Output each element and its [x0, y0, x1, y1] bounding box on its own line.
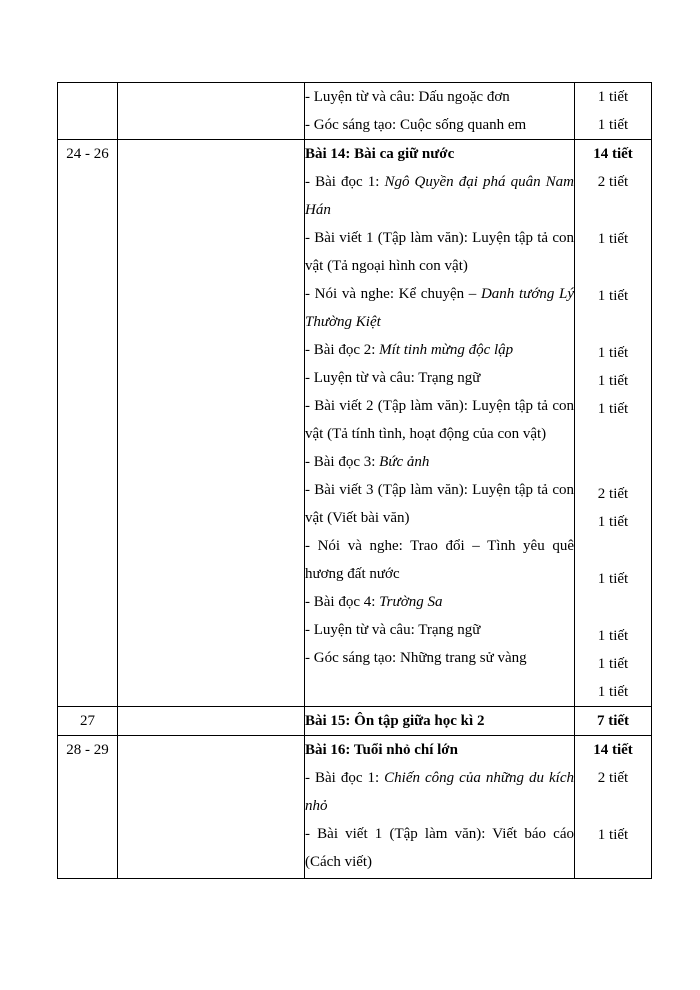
- hours-value: 1 tiết: [597, 827, 629, 843]
- list-item: - Bài viết 1 (Tập làm văn): Viết báo cáo (Cách viết): [305, 826, 574, 870]
- list-item: - Bài viết 3 (Tập làm văn): Luyện tập tả con vật (Viết bài văn): [305, 482, 574, 526]
- lesson-hours: 14 tiết: [593, 742, 633, 758]
- lesson-plan-table: [57, 82, 652, 879]
- week-cell: [58, 83, 118, 140]
- table-row: [58, 736, 652, 879]
- table-row: [58, 707, 652, 736]
- list-item: - Luyện từ và câu: Dấu ngoặc đơn: [305, 89, 510, 105]
- empty-cell: [118, 83, 305, 140]
- hours-value: 1 tiết: [597, 345, 629, 361]
- list-item: - Luyện từ và câu: Trạng ngữ: [305, 370, 481, 386]
- hours-value: 2 tiết: [597, 174, 629, 190]
- week-cell: 24 - 26: [58, 140, 118, 707]
- week-cell: 27: [58, 707, 118, 736]
- hours-value: 1 tiết: [597, 571, 629, 587]
- lesson-hours: 7 tiết: [596, 713, 630, 729]
- hours-cell: [575, 707, 652, 736]
- lesson-title: Bài 16: Tuổi nhỏ chí lớn: [305, 742, 458, 758]
- hours-value: 1 tiết: [597, 514, 629, 530]
- list-item: - Bài đọc 1: Ngô Quyền đại phá quân Nam Hán: [305, 174, 574, 218]
- hours-cell: [575, 140, 652, 707]
- list-item: - Bài viết 1 (Tập làm văn): Luyện tập tả con vật (Tả ngoại hình con vật): [305, 230, 574, 274]
- empty-cell: [118, 707, 305, 736]
- hours-value: 1 tiết: [597, 656, 629, 672]
- list-item: - Bài đọc 2: Mít tinh mừng độc lập: [305, 342, 514, 358]
- list-item: - Bài đọc 4: Trường Sa: [305, 594, 443, 610]
- topic-cell: [305, 736, 575, 879]
- list-item: - Góc sáng tạo: Cuộc sống quanh em: [305, 117, 527, 133]
- list-item: - Luyện từ và câu: Trạng ngữ: [305, 622, 481, 638]
- hours-value: 1 tiết: [597, 401, 629, 417]
- list-item: - Bài đọc 3: Bức ảnh: [305, 454, 430, 470]
- lesson-title: Bài 15: Ôn tập giữa học kì 2: [305, 713, 485, 729]
- hours-cell: [575, 83, 652, 140]
- hours-value: 2 tiết: [597, 486, 629, 502]
- list-item: - Nói và nghe: Kể chuyện – Danh tướng Lý Thường Kiệt: [305, 286, 574, 330]
- hours-value: 1 tiết: [597, 628, 629, 644]
- hours-value: 2 tiết: [597, 770, 629, 786]
- empty-cell: [118, 736, 305, 879]
- hours-value: 1 tiết: [597, 288, 629, 304]
- hours-value: 1 tiết: [597, 684, 629, 700]
- empty-cell: [118, 140, 305, 707]
- topic-cell: [305, 140, 575, 707]
- table-row: [58, 83, 652, 140]
- hours-value: 1 tiết: [597, 89, 629, 105]
- list-item: - Bài viết 2 (Tập làm văn): Luyện tập tả con vật (Tả tính tình, hoạt động của con vật): [305, 398, 574, 442]
- lesson-hours: 14 tiết: [593, 146, 633, 162]
- lesson-title: Bài 14: Bài ca giữ nước: [305, 146, 455, 162]
- topic-cell: [305, 83, 575, 140]
- hours-value: 1 tiết: [597, 117, 629, 133]
- table-row: [58, 140, 652, 707]
- hours-value: 1 tiết: [597, 373, 629, 389]
- hours-value: 1 tiết: [597, 231, 629, 247]
- week-cell: 28 - 29: [58, 736, 118, 879]
- list-item: - Nói và nghe: Trao đổi – Tình yêu quê hương đất nước: [305, 538, 574, 582]
- list-item: - Bài đọc 1: Chiến công của những du kích nhỏ: [305, 770, 574, 814]
- topic-cell: [305, 707, 575, 736]
- list-item: - Góc sáng tạo: Những trang sử vàng: [305, 650, 527, 666]
- hours-cell: [575, 736, 652, 879]
